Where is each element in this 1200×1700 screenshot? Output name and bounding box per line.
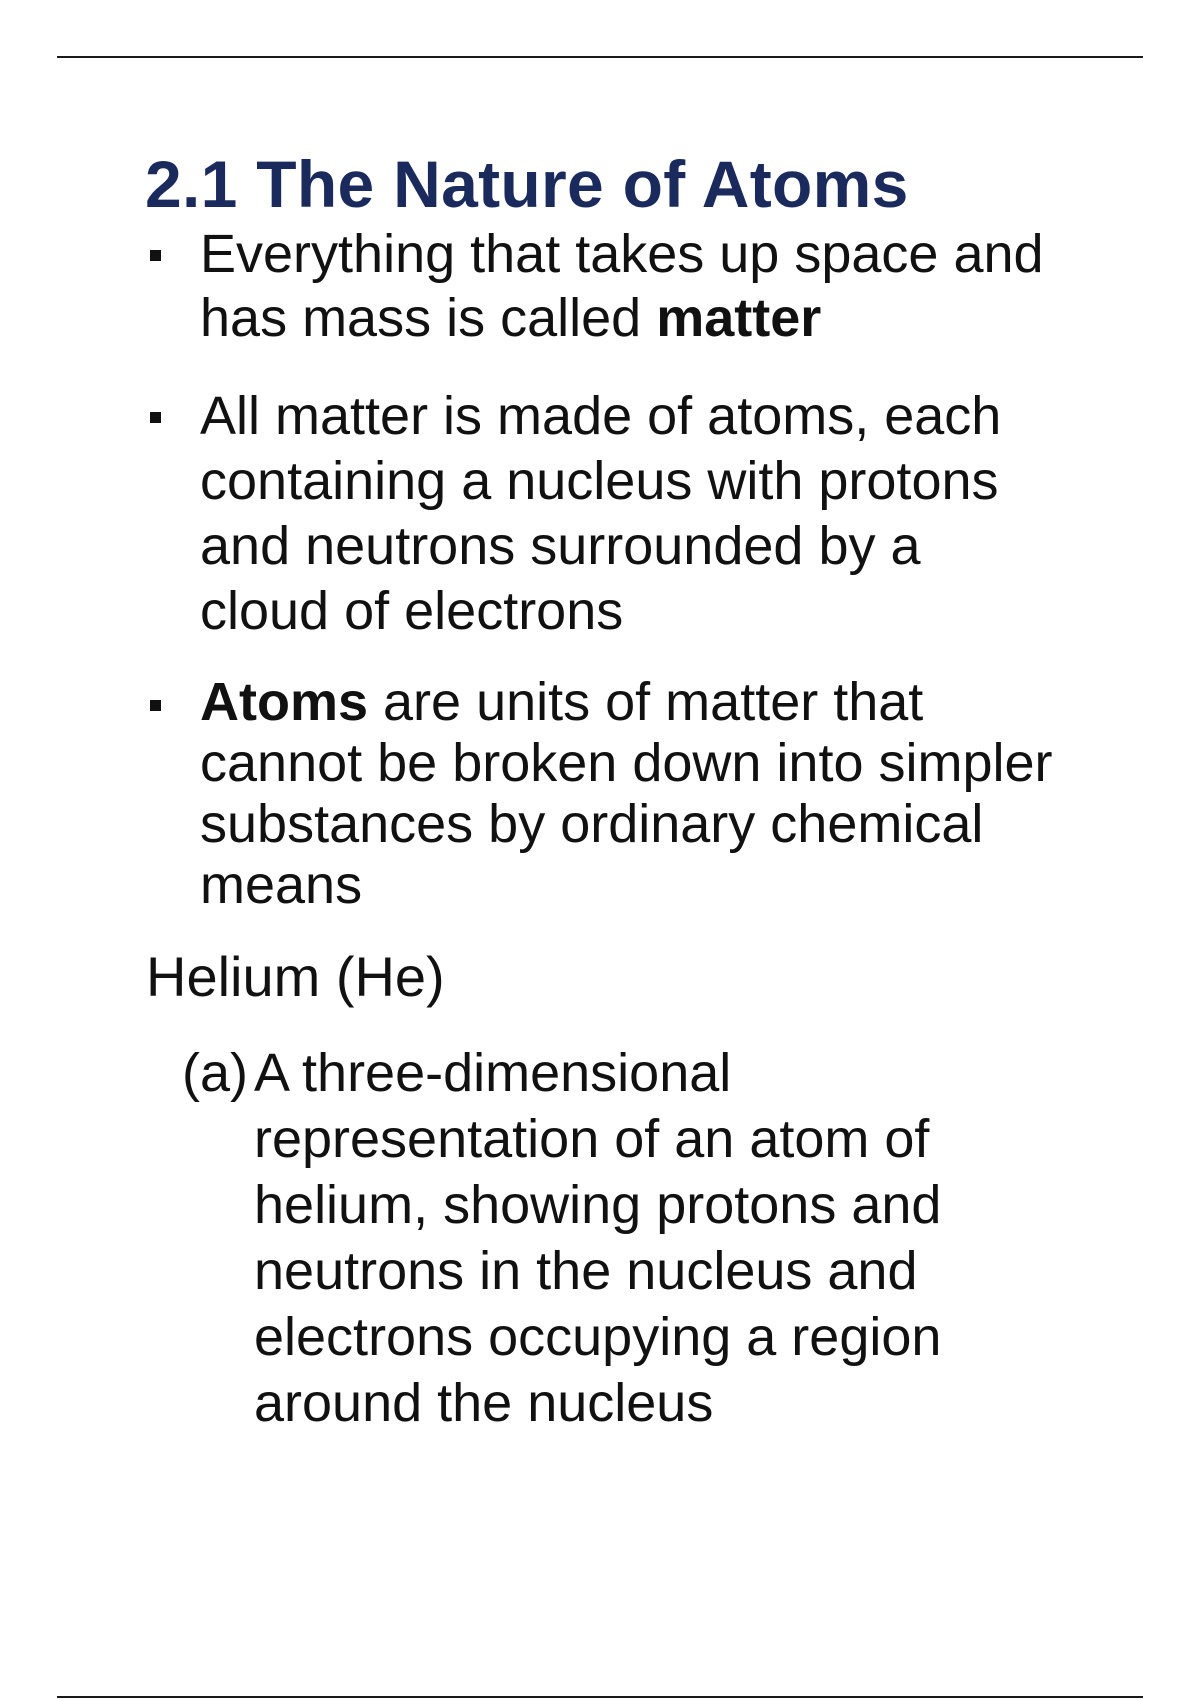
- bullet-bold-term: matter: [656, 288, 822, 348]
- square-bullet-icon: [150, 250, 161, 261]
- bullet-text-part: All matter is made of atoms, each containing a nucleus with protons and neutrons surrounded by a cloud of electrons: [200, 386, 1002, 641]
- bullet-text-part: Everything that takes up space and has mass is called: [200, 224, 1044, 348]
- bullet-text: [200, 672, 1090, 916]
- bullet-text-part: are units of matter that cannot be broken down into simpler substances by ordinary chemical means: [200, 672, 1053, 915]
- square-bullet-icon: [150, 412, 161, 423]
- figure-caption: A three-dimensional representation of an atom of helium, showing protons and neutrons in the nucleus and electrons occupying a region around the nucleus: [254, 1043, 942, 1433]
- bullet-bold-term: Atoms: [200, 672, 369, 732]
- bullet-text: [200, 384, 1060, 644]
- square-bullet-icon: [150, 700, 161, 711]
- bullet-text: [200, 222, 1130, 350]
- figure-heading: Helium (He): [146, 945, 445, 1008]
- bottom-rule: [57, 1696, 1143, 1698]
- caption-label: (a): [182, 1043, 248, 1103]
- page-title: 2.1 The Nature of Atoms: [145, 147, 909, 221]
- top-rule: [57, 56, 1143, 58]
